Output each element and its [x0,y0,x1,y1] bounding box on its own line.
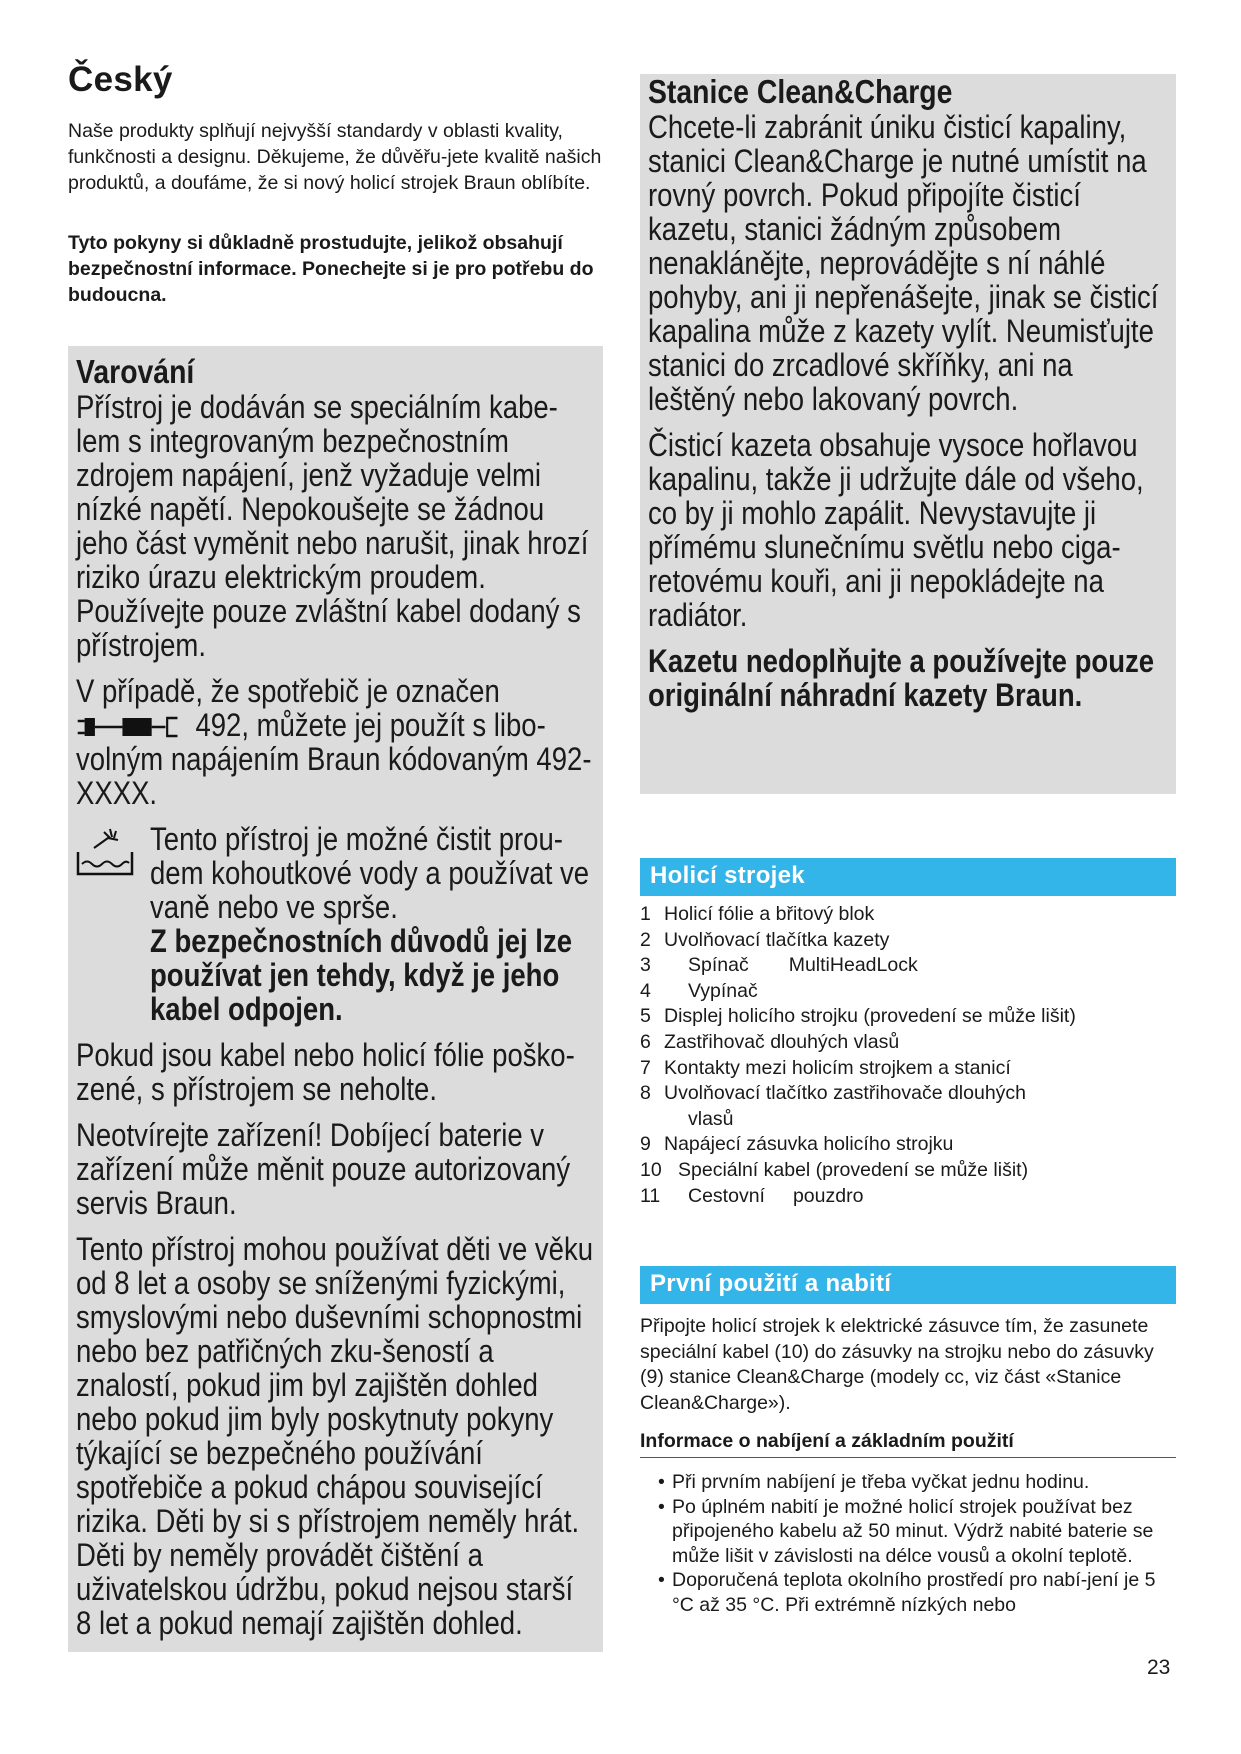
parts-list [640,902,1180,1209]
warning-p2-start: V případě, že spotřebič je označen [76,673,500,709]
list-item: • Při prvním nabíjení je třeba vyčkat jednu hodinu. [658,1470,1178,1495]
station-heading: Stanice Clean&Charge [648,73,953,110]
language-title: Český [68,60,173,99]
list-item: • Doporučená teplota okolního prostředí pro nabí-jení je 5 °C až 35 °C. Při extrémně nízkých nebo [658,1568,1178,1617]
list-item-continuation: vlasů [688,1107,734,1130]
station-paragraph-bold: Kazetu nedoplňujte a používejte pouze originální náhradní kazety Braun. [648,643,1155,713]
station-box [640,74,1176,794]
shower-bath-icon [74,826,136,880]
list-item: 6 Zastřihovač dlouhých vlasů [640,1030,900,1053]
shower-bold-text: Z bezpečnostních důvodů jej lze používat jen tehdy, když je jeho kabel odpojen. [150,923,573,1027]
first-use-paragraph: Připojte holicí strojek k elektrické zásuvce tím, že zasunete speciální kabel (10) do zásuvky na strojku nebo do zásuvky (9) stanice Clean&Charge (modely cc, viz část «Stanice Clean&Charge»). [640,1315,1154,1414]
list-item: 8 Uvolňovací tlačítko zastřihovače dlouhých [640,1082,1027,1105]
list-item: 4 Vypínač [640,979,758,1002]
list-item: 11 Cestovní pouzdro [640,1184,864,1207]
plug-power-supply-icon [76,712,188,738]
section-header-first-use: První použití a nabití [640,1266,1176,1304]
intro-text: Naše produkty splňují nejvyšší standardy v oblasti kvality, funkčnosti a designu. Děkujeme, že důvěřu-jete kvalitě našich produktů, a doufáme, že si nový holicí strojek Braun oblíbíte. [68,120,602,194]
charging-bullets [658,1470,1178,1618]
list-item: 9 Napájecí zásuvka holicího strojku [640,1133,954,1156]
section-header-shaver: Holicí strojek [640,858,1176,896]
shower-text: Tento přístroj je možné čistit prou-dem kohoutkové vody a používat ve vaně nebo ve sprše. [150,821,590,925]
shower-notice [76,822,595,1026]
warning-heading: Varování [76,353,195,390]
info-subheading: Informace o nabíjení a základním použití [640,1430,1176,1458]
page-number: 23 [1147,1656,1171,1679]
station-paragraph-2: Čisticí kazeta obsahuje vysoce hořlavou kapalinu, takže ji udržujte dále od všeho, co by ji mohlo zapálit. Nevystavujte ji přímému slunečnímu světlu nebo ciga-retovému kouři, ani ji nepokládejte na radiátor. [648,427,1144,633]
warning-p2-end: 492, můžete jej použít s libo-volným napájením Braun kódovaným 492-XXXX. [76,707,592,811]
shower-text-block [150,822,595,1026]
list-item: 3 Spínač MultiHeadLock [640,954,918,977]
warning-paragraph-3: Pokud jsou kabel nebo holicí fólie poško-zené, s přístrojem se neholte. [76,1037,575,1107]
warning-paragraph-1: Přístroj je dodáván se speciálním kabe-lem s integrovaným bezpečnostním zdrojem napájení, jenž vyžaduje velmi nízké napětí. Nepokoušejte se žádnou jeho část vyměnit nebo narušit, jinak hrozí riziko úrazu elektrickým proudem. Používejte pouze zvláštní kabel dodaný s přístrojem. [76,389,589,663]
warning-box [68,346,603,1652]
intro-bold-text: Tyto pokyny si důkladně prostudujte, jelikož obsahují bezpečnostní informace. Ponechejte si je pro potřebu do budoucna. [68,232,594,306]
list-item: 7 Kontakty mezi holicím strojkem a stanicí [640,1056,1011,1079]
list-item: 5 Displej holicího strojku (provedení se může lišit) [640,1005,1076,1028]
station-paragraph-1: Chcete-li zabránit úniku čisticí kapaliny, stanici Clean&Charge je nutné umístit na rovný povrch. Pokud připojíte čisticí kazetu, stanici žádným způsobem nenaklánějte, neprovádějte s ní náhlé pohyby, ani ji nepřenášejte, jinak se čisticí kapalina může z kazety vylít. Neumisťujte stanici do zrcadlové skříňky, ani na leštěný nebo lakovaný povrch. [648,109,1159,417]
list-item: 10 Speciální kabel (provedení se může lišit) [640,1158,1029,1181]
list-item: 1 Holicí fólie a břitový blok [640,903,875,925]
list-item: • Po úplném nabití je možné holicí strojek používat bez připojeného kabelu až 50 minut. Výdrž nabité baterie se může lišit v závislosti na délce vousů a okolní teplotě. [658,1495,1178,1569]
warning-paragraph-2 [76,674,594,810]
warning-paragraph-5: Tento přístroj mohou používat děti ve věku od 8 let a osoby se sníženými fyzickými, smyslovými nebo duševními schopnostmi nebo bez patřičných zku-šeností a znalostí, pokud jim byl zajištěn dohled nebo pokud jim byly poskytnuty pokyny týkající se bezpečného používání spotřebiče a pokud chápou související rizika. Děti by si s přístrojem neměly hrát. Děti by neměly provádět čištění a uživatelskou údržbu, pokud nejsou starší 8 let a pokud nemají zajištěn dohled. [76,1231,594,1641]
warning-paragraph-4: Neotvírejte zařízení! Dobíjecí baterie v zařízení může měnit pouze autorizovaný servis Braun. [76,1117,571,1221]
list-item: 2 Uvolňovací tlačítka kazety [640,928,890,951]
